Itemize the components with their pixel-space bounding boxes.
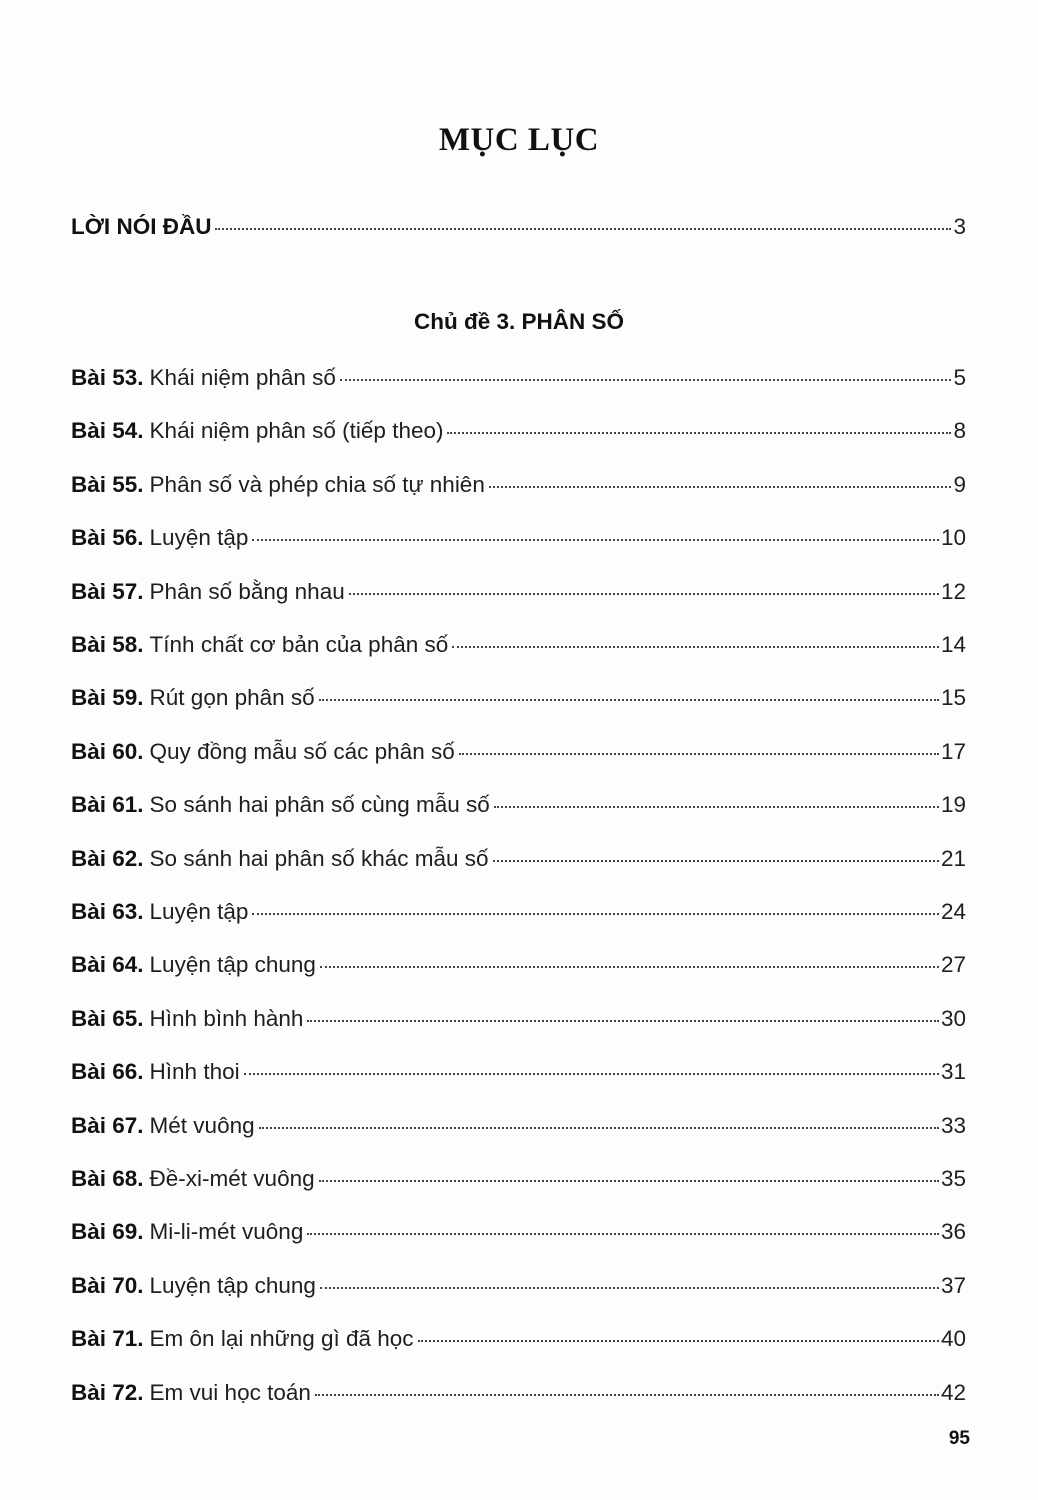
toc-entry-row <box>71 470 966 500</box>
lesson-title: Mét vuông <box>149 1112 255 1138</box>
preface-label: LỜI NÓI ĐẦU <box>71 214 212 239</box>
dot-leader <box>319 1180 939 1182</box>
dot-leader <box>244 1073 939 1075</box>
toc-entry-row <box>71 790 966 820</box>
lesson-title: Phân số bằng nhau <box>149 578 345 604</box>
toc-entry-row <box>71 1111 966 1141</box>
toc-entry-row <box>71 683 966 713</box>
chapter-heading: Chủ đề 3. PHÂN SỐ <box>413 309 625 334</box>
toc-preface-row <box>71 212 966 242</box>
lesson-page-number: 19 <box>940 792 966 818</box>
lesson-number: Bài 58. <box>71 632 144 657</box>
lesson-title: Đề-xi-mét vuông <box>149 1166 315 1191</box>
dot-leader <box>307 1020 939 1022</box>
toc-entry-row <box>71 577 966 607</box>
lesson-page-number: 24 <box>940 899 966 924</box>
lesson-number: Bài 61. <box>71 792 144 818</box>
lesson-title: Luyện tập chung <box>149 1272 316 1298</box>
dot-leader <box>489 486 952 488</box>
lesson-title: Mi-li-mét vuông <box>149 1219 304 1245</box>
lesson-number: Bài 70. <box>71 1272 144 1298</box>
lesson-title: Rút gọn phân số <box>149 685 315 711</box>
dot-leader <box>349 593 939 595</box>
dot-leader <box>493 860 939 862</box>
lesson-number: Bài 55. <box>71 471 144 497</box>
toc-entry-row <box>71 1271 966 1301</box>
lesson-page-number: 17 <box>940 738 966 764</box>
lesson-number: Bài 57. <box>71 578 144 604</box>
dot-leader <box>215 228 951 230</box>
lesson-number: Bài 65. <box>71 1005 144 1031</box>
toc-entry-row <box>71 737 966 767</box>
lesson-page-number: 9 <box>953 471 966 497</box>
dot-leader <box>307 1233 939 1235</box>
lesson-title: Em vui học toán <box>149 1379 311 1405</box>
lesson-page-number: 27 <box>940 952 966 978</box>
lesson-title: Phân số và phép chia số tự nhiên <box>149 471 485 497</box>
lesson-title: Luyện tập <box>149 525 249 551</box>
toc-entry-row <box>71 1378 966 1408</box>
lesson-number: Bài 68. <box>71 1166 144 1191</box>
lesson-page-number: 15 <box>940 685 966 711</box>
lesson-page-number: 12 <box>940 578 966 604</box>
toc-entry-row <box>71 523 966 553</box>
lesson-title: Luyện tập chung <box>149 952 316 978</box>
lesson-number: Bài 67. <box>71 1112 144 1138</box>
dot-leader <box>320 966 939 968</box>
lesson-page-number: 30 <box>940 1005 966 1031</box>
lesson-number: Bài 56. <box>71 525 144 551</box>
dot-leader <box>320 1287 939 1289</box>
lesson-number: Bài 69. <box>71 1219 144 1245</box>
toc-entry-row <box>71 416 966 446</box>
lesson-page-number: 21 <box>940 845 966 871</box>
toc-entry-row <box>71 1217 966 1247</box>
lesson-number: Bài 62. <box>71 845 144 871</box>
lesson-page-number: 35 <box>940 1166 966 1191</box>
toc-entry-row <box>71 844 966 874</box>
lesson-number: Bài 60. <box>71 738 144 764</box>
lesson-page-number: 5 <box>953 365 966 390</box>
lesson-page-number: 36 <box>940 1219 966 1245</box>
page-number: 95 <box>948 1428 970 1449</box>
lesson-title: Hình thoi <box>149 1059 240 1085</box>
dot-leader <box>452 646 939 648</box>
lesson-number: Bài 53. <box>71 365 144 390</box>
lesson-page-number: 14 <box>940 632 966 657</box>
lesson-title: Quy đồng mẫu số các phân số <box>149 738 455 764</box>
lesson-number: Bài 59. <box>71 685 144 711</box>
toc-entry-row <box>71 950 966 980</box>
lesson-title: So sánh hai phân số cùng mẫu số <box>149 792 490 818</box>
toc-entry-row <box>71 897 966 927</box>
lesson-page-number: 40 <box>940 1326 966 1352</box>
lesson-number: Bài 66. <box>71 1059 144 1085</box>
dot-leader <box>315 1394 939 1396</box>
toc-entry-row <box>71 1057 966 1087</box>
lesson-title: So sánh hai phân số khác mẫu số <box>149 845 489 871</box>
dot-leader <box>459 753 939 755</box>
lesson-title: Em ôn lại những gì đã học <box>149 1326 414 1352</box>
lesson-title: Khái niệm phân số (tiếp theo) <box>149 418 444 444</box>
lesson-page-number: 37 <box>940 1272 966 1298</box>
dot-leader <box>252 539 939 541</box>
toc-entry-row <box>71 630 966 660</box>
lesson-number: Bài 54. <box>71 418 144 444</box>
toc-entry-row <box>71 1164 966 1194</box>
toc-entry-row <box>71 363 966 393</box>
lesson-number: Bài 63. <box>71 899 144 924</box>
dot-leader <box>447 432 951 434</box>
lesson-page-number: 31 <box>940 1059 966 1085</box>
toc-entry-row <box>71 1324 966 1354</box>
lesson-page-number: 33 <box>940 1112 966 1138</box>
lesson-page-number: 8 <box>953 418 966 444</box>
dot-leader <box>259 1127 939 1129</box>
lesson-page-number: 10 <box>940 525 966 551</box>
lesson-page-number: 42 <box>940 1379 966 1405</box>
lesson-title: Khái niệm phân số <box>149 365 336 390</box>
lesson-number: Bài 64. <box>71 952 144 978</box>
dot-leader <box>340 379 952 381</box>
lesson-title: Luyện tập <box>149 899 249 924</box>
dot-leader <box>319 699 939 701</box>
dot-leader <box>494 806 939 808</box>
dot-leader <box>418 1340 939 1342</box>
dot-leader <box>252 913 939 915</box>
lesson-title: Hình bình hành <box>149 1005 304 1031</box>
lesson-title: Tính chất cơ bản của phân số <box>149 632 449 657</box>
toc-entry-row <box>71 1004 966 1034</box>
preface-page-number: 3 <box>953 214 966 239</box>
lesson-number: Bài 71. <box>71 1326 144 1352</box>
page-title: MỤC LỤC <box>438 122 600 158</box>
lesson-number: Bài 72. <box>71 1379 144 1405</box>
